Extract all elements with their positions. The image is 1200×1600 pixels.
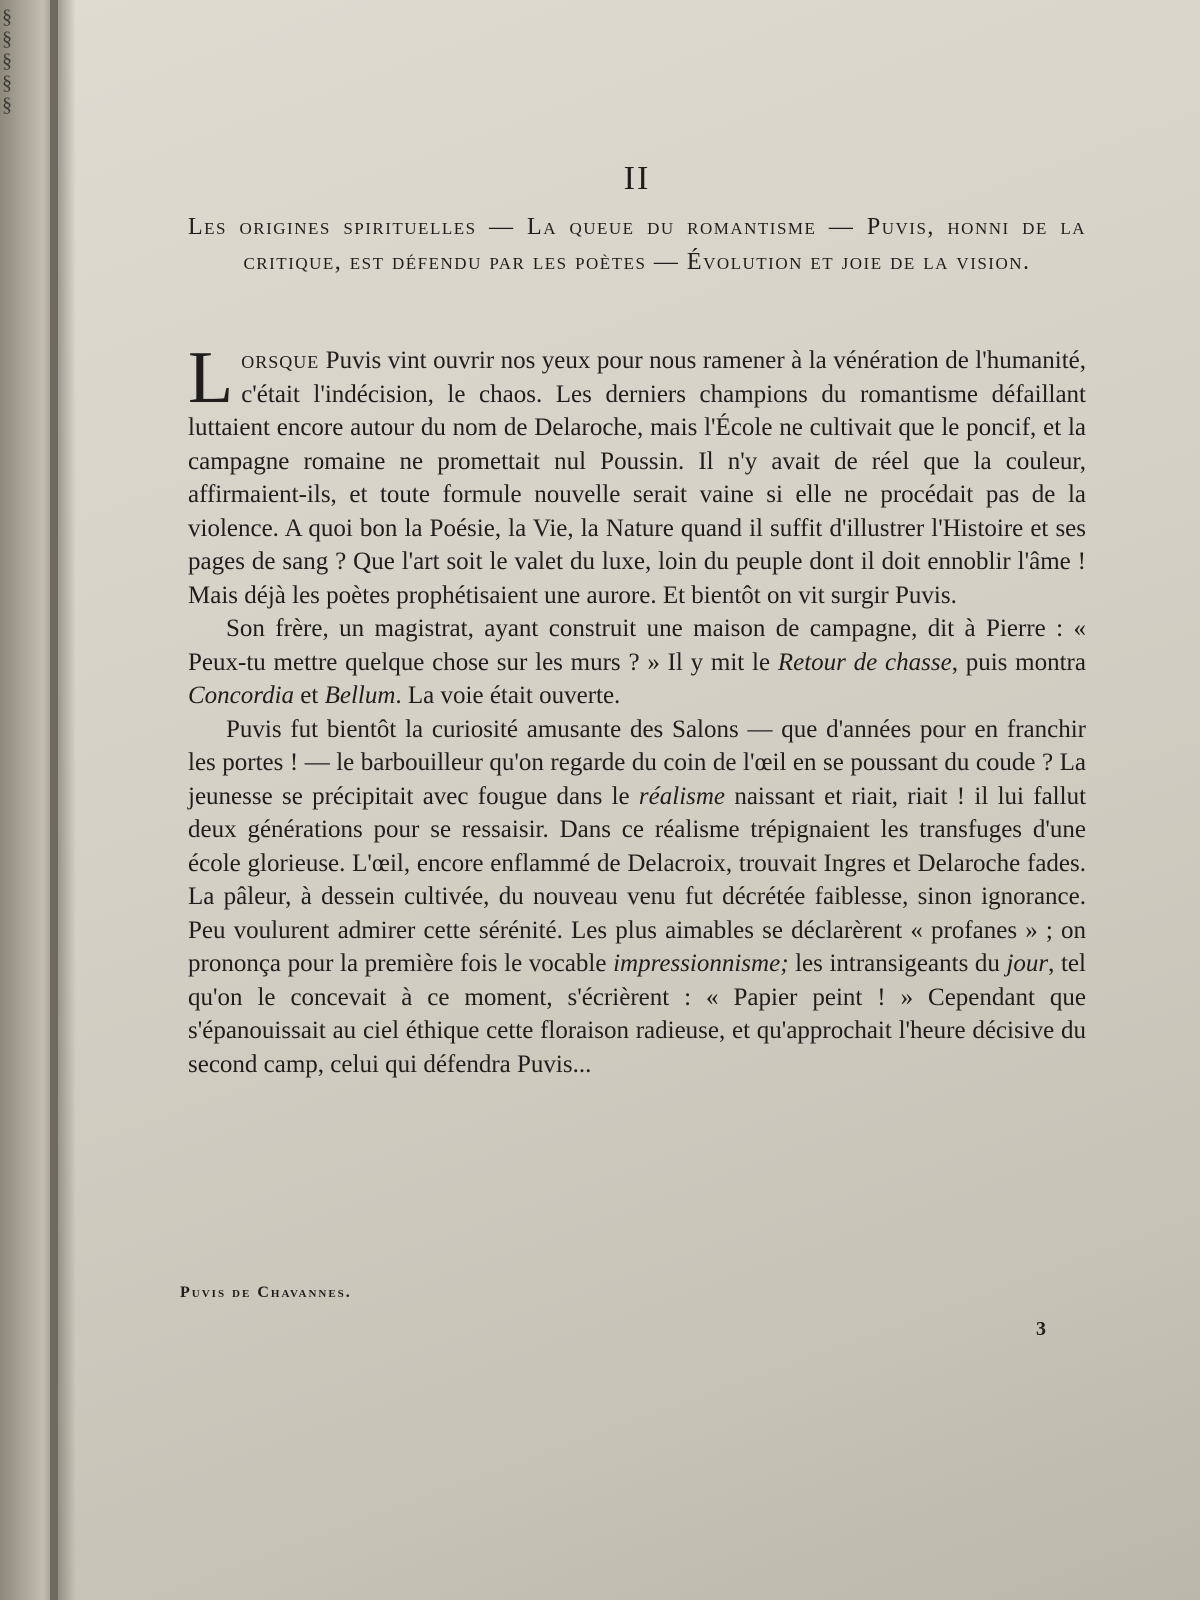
paragraph-text: , tel qu'on le concevait à ce moment, s'écrièrent : « Papier peint ! » Cependant que s'épanouissait au ciel éthique cette floraison radieuse, et qu'approchait l'heure décisive du second camp, celui qui défendra Puvis...: [188, 950, 1086, 1078]
artwork-title: Bellum: [324, 682, 396, 709]
paragraph-text: naissant et riait, riait ! il lui fallut deux générations pour se ressaisir. Dans ce réalisme trépignaient les transfuges d'une école glorieuse. L'œil, encore enflammé de Delacroix, trouvait Ingres et Delaroche fades. La pâleur, à dessein cultivée, du nouveau venu fut décrétée faiblesse, sinon ignorance. Peu voulurent admirer cette sérénité. Les plus aimables se déclarèrent « profanes » ; on prononça pour la première fois le vocable: [188, 782, 1087, 977]
ornament-icon: § § § § §: [2, 6, 10, 116]
chapter-summary: Les origines spirituelles — La queue du romantisme — Puvis, honni de la critique, est défendu par les poètes — Évolution et joie de la vision.: [188, 214, 1086, 275]
opening-smallcaps: orsque: [241, 347, 320, 374]
artwork-title: Concordia: [188, 682, 295, 709]
footer-book-title: Puvis de Chavannes.: [180, 1284, 352, 1301]
artwork-title: Retour de chasse: [777, 648, 952, 676]
chapter-body: [188, 337, 1087, 1081]
paragraph-text: Puvis fut bientôt la curiosité amusante des Salons — que d'années pour en franchir les portes ! — le barbouilleur qu'on regarde du coin de l'œil en se poussant du coude ? La jeunesse se précipitait avec fougue dans le: [188, 715, 1086, 810]
emphasis: jour: [1006, 950, 1049, 977]
paragraph-text: Puvis vint ouvrir nos yeux pour nous ramener à la vénération de l'humanité, c'était l'indécision, le chaos. Les derniers champions du romantisme défaillant luttaient encore autour du nom de Delaroche, mais l'École ne cultivait que le poncif, et la campagne romaine ne promettait nul Poussin. Il n'y avait de réel que la couleur, affirmaient-ils, et toute formule nouvelle serait vaine si elle ne procédait pas de la violence. A quoi bon la Poésie, la Vie, la Nature quand il suffit d'illustrer l'Histoire et ses pages de sang ? Que l'art soit le valet du luxe, loin du peuple dont il doit ennoblir l'âme ! Mais déjà les poètes prophétisaient une aurore. Et bientôt on vit surgir Puvis.: [188, 347, 1086, 609]
book-gutter: [50, 0, 76, 1600]
paragraph-text: , puis montra: [951, 648, 1086, 676]
chapter-number: II: [623, 160, 651, 197]
page-number: 3: [1036, 1318, 1046, 1340]
paragraph-text: et: [294, 682, 325, 709]
paragraph-1: [188, 337, 1086, 612]
drop-cap: L: [188, 337, 234, 419]
emphasis: réalisme: [638, 782, 726, 810]
emphasis: impressionnisme;: [613, 950, 789, 977]
page-content: [180, 0, 1087, 1600]
paragraph-text: Son frère, un magistrat, ayant construit une maison de campagne, dit à Pierre : « Peux-tu mettre quelque chose sur les murs ? » Il y mit le: [188, 615, 1086, 676]
paragraph-text: . La voie était ouverte.: [395, 682, 621, 709]
book-page: [58, 0, 1200, 1600]
paragraph-3: [188, 713, 1086, 1082]
paragraph-text: les intransigeants du: [788, 950, 1007, 977]
paragraph-2: [188, 612, 1086, 713]
